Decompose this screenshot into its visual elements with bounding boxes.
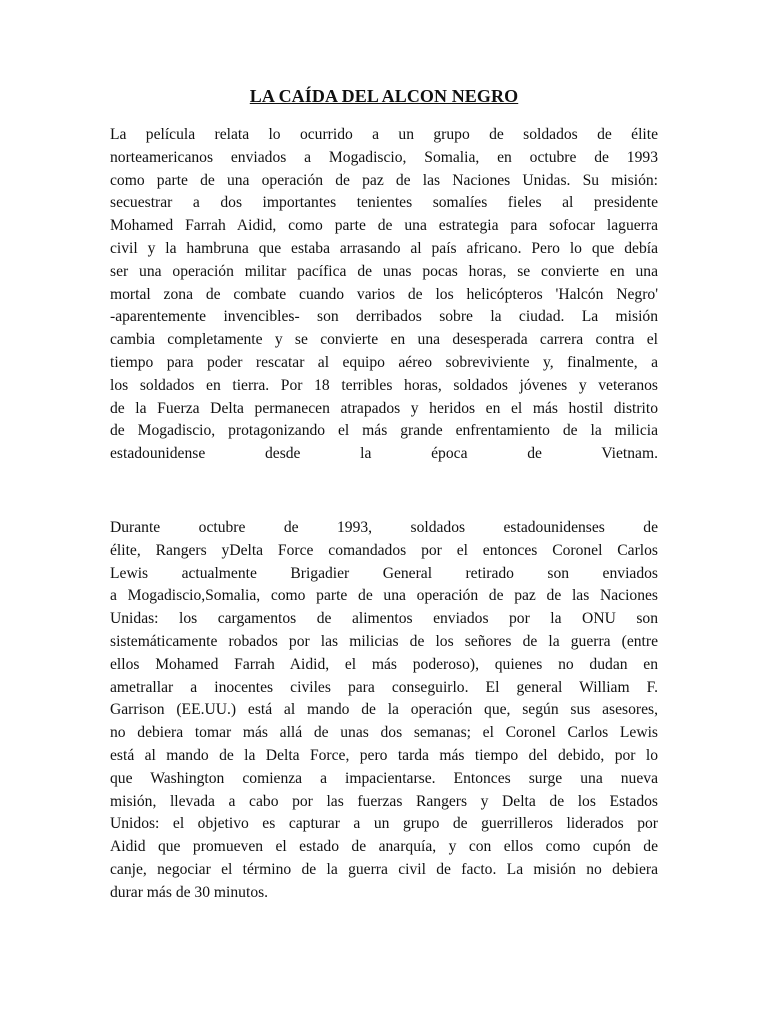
paragraph-line: de la Fuerza Delta permanecen atrapados y heridos en el más hostil distrito: [110, 399, 658, 417]
paragraph-line: ellos Mohamed Farrah Aidid, el más poderoso), quienes no dudan en: [110, 655, 658, 673]
paragraph-line: Unidas: los cargamentos de alimentos enviados por la ONU son: [110, 610, 658, 628]
paragraph-line: de Mogadiscio, protagonizando el más grande enfrentamiento de la milicia: [110, 422, 658, 440]
paragraph-line: no debiera tomar más allá de unas dos semanas; el Coronel Carlos Lewis: [110, 724, 658, 742]
paragraph-line: Mohamed Farrah Aidid, como parte de una estrategia para sofocar laguerra: [110, 217, 658, 235]
paragraph-line: sistemáticamente robados por las milicias de los señores de la guerra (entre: [110, 632, 658, 650]
paragraph-line: secuestrar a dos importantes tenientes somalíes fieles al presidente: [110, 194, 658, 212]
paragraph-line: civil y la hambruna que estaba arrasando al país africano. Pero lo que debía: [110, 239, 658, 257]
paragraph-line: -aparentemente invencibles- son derribados sobre la ciudad. La misión: [110, 308, 658, 326]
paragraph-line: mortal zona de combate cuando varios de los helicópteros 'Halcón Negro': [110, 285, 658, 303]
paragraph-line: que Washington comienza a impacientarse. Entonces surge una nueva: [110, 769, 658, 787]
paragraph-2: [110, 517, 658, 905]
paragraph-line: está al mando de la Delta Force, pero tarda más tiempo del debido, por lo: [110, 746, 658, 764]
document-title: LA CAÍDA DEL ALCON NEGRO: [249, 86, 519, 106]
paragraph-line: a Mogadiscio,Somalia, como parte de una operación de paz de las Naciones: [110, 587, 658, 605]
paragraph-line: cambia completamente y se convierte en una desesperada carrera contra el: [110, 331, 658, 349]
paragraph-line: Durante octubre de 1993, soldados estadounidenses de: [110, 519, 658, 536]
paragraph-line: Unidos: el objetivo es capturar a un grupo de guerrilleros liderados por: [110, 815, 658, 833]
paragraph-line: canje, negociar el término de la guerra civil de facto. La misión no debiera: [110, 860, 658, 878]
paragraph-1: [110, 124, 658, 466]
paragraph-line: Lewis actualmente Brigadier General retirado son enviados: [110, 564, 658, 582]
paragraph-line: Aidid que promueven el estado de anarquía, y con ellos como cupón de: [110, 838, 658, 856]
paragraph-line: los soldados en tierra. Por 18 terribles horas, soldados jóvenes y veteranos: [110, 376, 658, 394]
paragraph-line: durar más de 30 minutos.: [110, 883, 269, 901]
paragraph-line: como parte de una operación de paz de las Naciones Unidas. Su misión:: [110, 171, 658, 189]
paragraph-line: La película relata lo ocurrido a un grupo de soldados de élite: [110, 126, 658, 143]
paragraph-line: ametrallar a inocentes civiles para conseguirlo. El general William F.: [110, 678, 658, 696]
paragraph-line: misión, llevada a cabo por las fuerzas Rangers y Delta de los Estados: [110, 792, 658, 810]
paragraph-line: Garrison (EE.UU.) está al mando de la operación que, según sus asesores,: [110, 701, 658, 719]
paragraph-line: tiempo para poder rescatar al equipo aéreo sobreviviente y, finalmente, a: [110, 353, 658, 371]
paragraph-line: élite, Rangers yDelta Force comandados por el entonces Coronel Carlos: [110, 541, 658, 559]
paragraph-line: estadounidense desde la época de Vietnam.: [110, 445, 658, 463]
paragraph-line: ser una operación militar pacífica de unas pocas horas, se convierte en una: [110, 262, 658, 280]
paragraph-line: norteamericanos enviados a Mogadiscio, Somalia, en octubre de 1993: [110, 148, 658, 166]
